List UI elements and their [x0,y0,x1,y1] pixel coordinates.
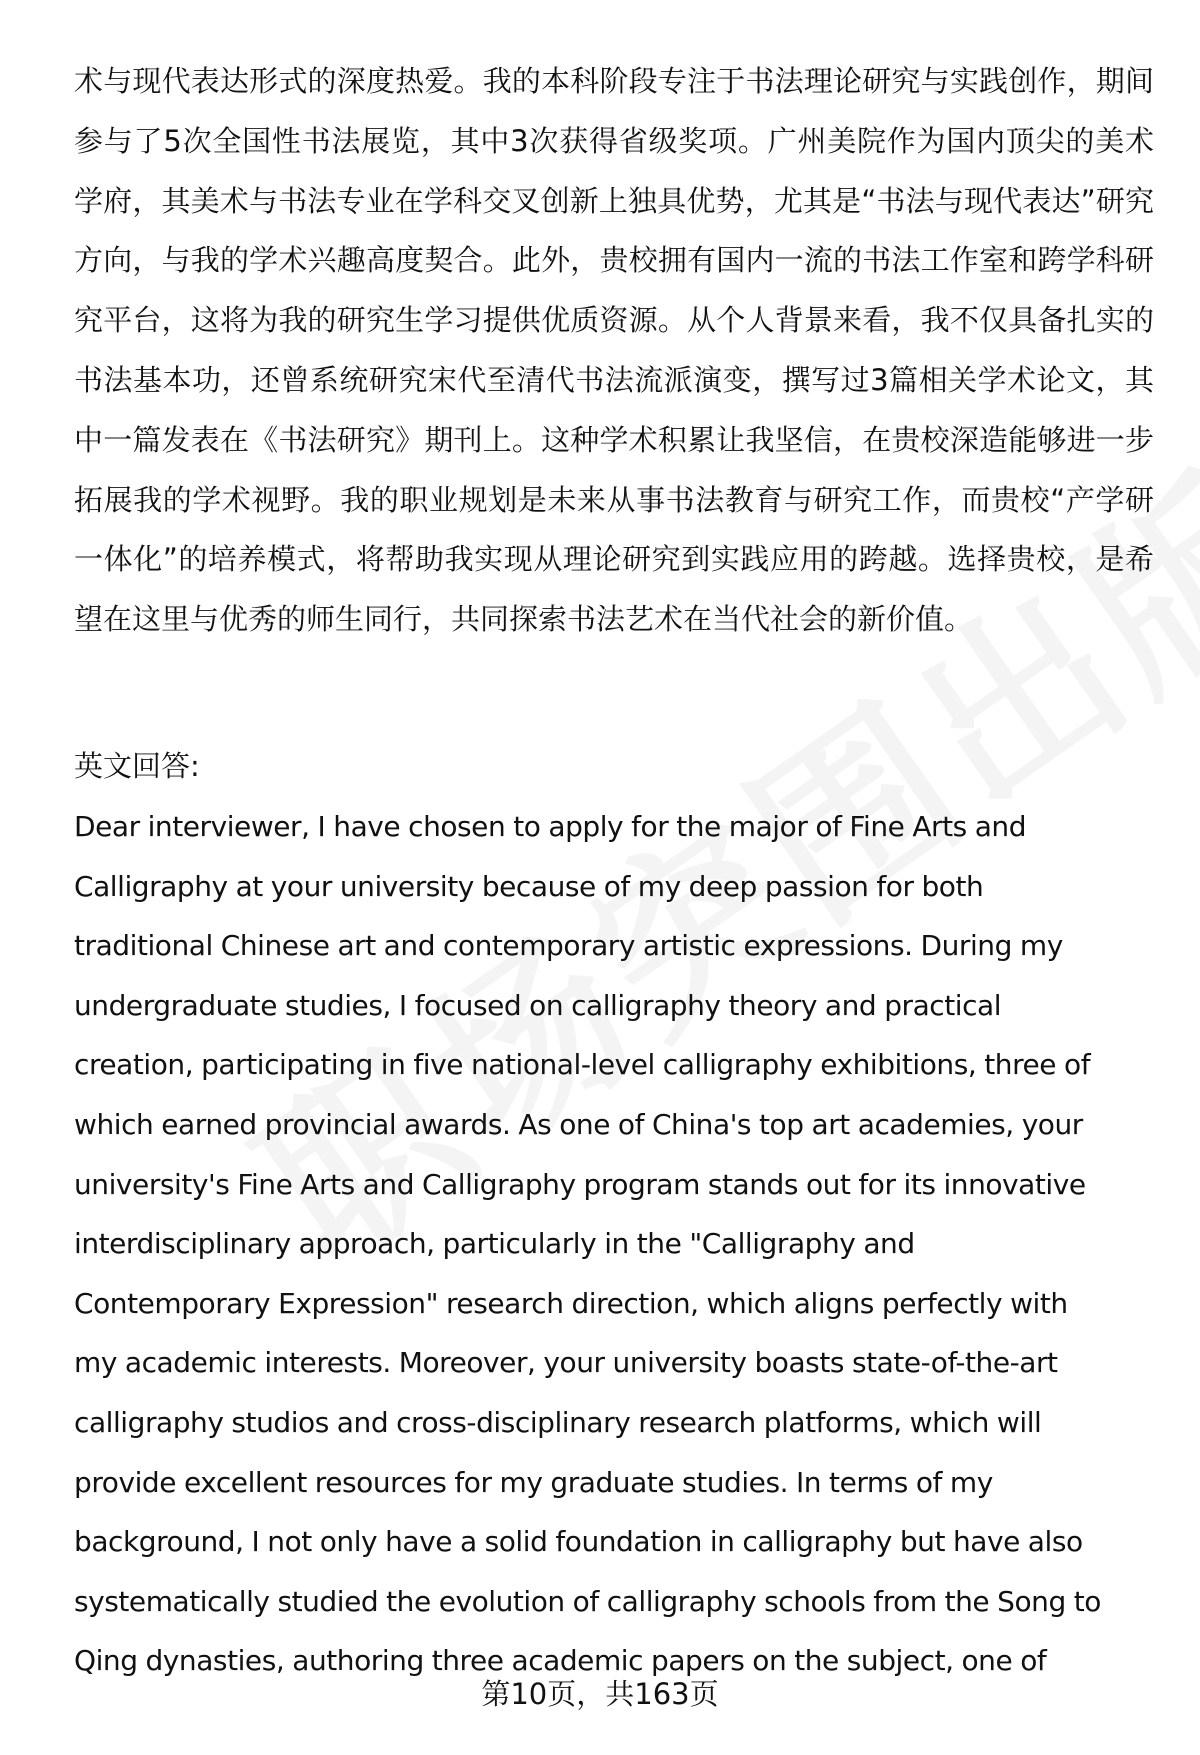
english-line: my academic interests. Moreover, your university boasts state-of-the-art [74,1346,1058,1380]
english-answer-label: 英文回答: [74,749,200,783]
english-line: undergraduate studies, I focused on calligraphy theory and practical [74,988,1002,1022]
english-line: Calligraphy at your university because of my deep passion for both [74,869,984,903]
english-line: Dear interviewer, I have chosen to apply for the major of Fine Arts and [74,810,1027,843]
english-line: which earned provincial awards. As one of China's top art academies, your [74,1107,1083,1141]
english-line: calligraphy studios and cross-disciplinary research platforms, which will [74,1405,1042,1439]
english-line: creation, participating in five national-level calligraphy exhibitions, three of [74,1048,1091,1082]
english-answer-paragraph [74,797,1160,1691]
english-line: interdisciplinary approach, particularly in the "Calligraphy and [74,1227,915,1261]
english-line: Qing dynasties, authoring three academic papers on the subject, one of [74,1644,1047,1678]
english-line: background, I not only have a solid foundation in calligraphy but have also [74,1525,1083,1559]
chinese-answer-paragraph: 术与现代表达形式的深度热爱。我的本科阶段专注于书法理论研究与实践创作，期间参与了5次全国性书法展览，其中3次获得省级奖项。广州美院作为国内顶尖的美术学府，其美术与书法专业在学科交叉创新上独具优势，尤其是“书法与现代表达”研究方向，与我的学术兴趣高度契合。此外，贵校拥有国内一流的书法工作室和跨学科研究平台，这将为我的研究生学习提供优质资源。从个人背景来看，我不仅具备扎实的书法基本功，还曾系统研究宋代至清代书法流派演变，撰写过3篇相关学术论文，其中一篇发表在《书法研究》期刊上。这种学术积累让我坚信，在贵校深造能够进一步拓展我的学术视野。我的职业规划是未来从事书法教育与研究工作，而贵校“产学研一体化”的培养模式，将帮助我实现从理论研究到实践应用的跨越。选择贵校，是希望在这里与优秀的师生同行，共同探索书法艺术在当代社会的新价值。 [74,64,1154,637]
english-line: traditional Chinese art and contemporary artistic expressions. During my [74,929,1063,963]
english-line: provide excellent resources for my graduate studies. In terms of my [74,1465,993,1499]
english-line: university's Fine Arts and Calligraphy program stands out for its innovative [74,1167,1086,1201]
english-line: systematically studied the evolution of calligraphy schools from the Song to [74,1584,1101,1618]
english-line: Contemporary Expression" research direction, which aligns perfectly with [74,1286,1068,1320]
page-number-footer: 第10页，共163页 [481,1677,719,1711]
